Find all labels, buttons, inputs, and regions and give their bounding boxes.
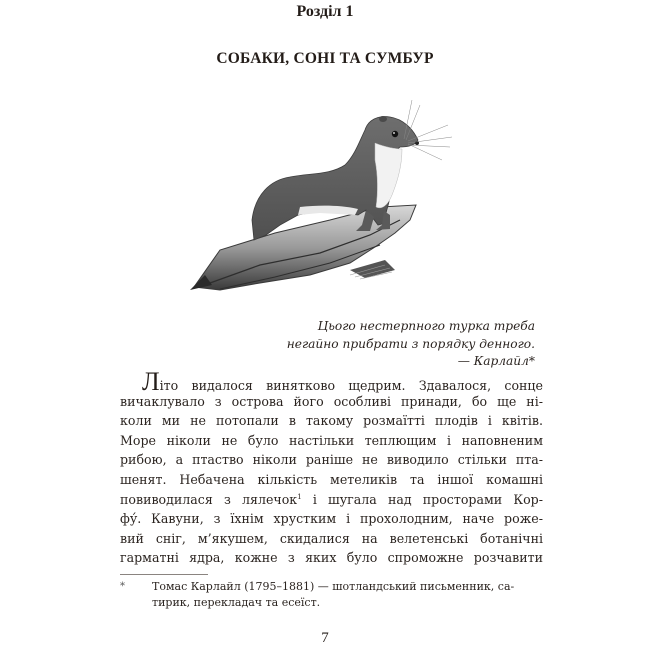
drop-initial: Л: [142, 367, 160, 396]
body-line: коли ми не потопали в такому розмаїтті плодів і квітів.: [120, 413, 543, 429]
footnote: [120, 579, 543, 611]
body-line: [120, 367, 543, 396]
body-line-text: іто видалося винятково щедрим. Здавалося, сонце: [159, 378, 543, 393]
epigraph-line: Цього нестерпного турка треба: [317, 319, 535, 333]
body-line: Море ніколи не було настільки теплющим і наповненим: [120, 432, 543, 448]
body-line: вичаклувало з острова його особливі принади, бо ще ні-: [120, 393, 543, 409]
body-line: гарматні ядра, кожне з яких було спроможне розчавити: [120, 550, 543, 566]
epigraph-line: негайно прибрати з порядку денного.: [286, 336, 535, 351]
body-line-text: повиводилася з лялечок: [120, 491, 298, 507]
body-line: рибою, а птаство ніколи раніше не виводило стільки пта-: [120, 452, 543, 468]
footnote-divider: [120, 574, 208, 575]
epigraph-attribution: — Карлайл*: [457, 354, 535, 368]
footnote-text: [152, 579, 543, 611]
body-line: вий сніг, м’якушем, скидалися на велетенські ботанічні: [120, 530, 543, 546]
chapter-title: СОБАКИ, СОНІ ТА СУМБУР: [216, 50, 434, 67]
body-line: фу́. Кавуни, з їхнім хрустким і прохолодним, наче роже-: [120, 511, 543, 527]
footnote-line: тирик, перекладач та есеїст.: [152, 596, 321, 609]
epigraph: [287, 318, 535, 371]
footnote-reference[interactable]: 1: [297, 492, 302, 501]
body-line: шенят. Небачена кількість метеликів та іншої комашні: [120, 471, 543, 487]
body-line-text: і шугала над просторами Кор-: [301, 491, 543, 507]
page-number: 7: [321, 630, 329, 646]
footnote-line: Томас Карлайл (1795–1881) — шотландський письменник, са-: [152, 580, 515, 593]
body-text: [120, 367, 543, 568]
footnote-marker: *: [120, 581, 125, 592]
weasel-illustration: [180, 85, 470, 305]
body-line: [120, 490, 543, 510]
weasel-drawing-icon: [180, 85, 470, 305]
chapter-label: Розділ 1: [296, 3, 354, 20]
